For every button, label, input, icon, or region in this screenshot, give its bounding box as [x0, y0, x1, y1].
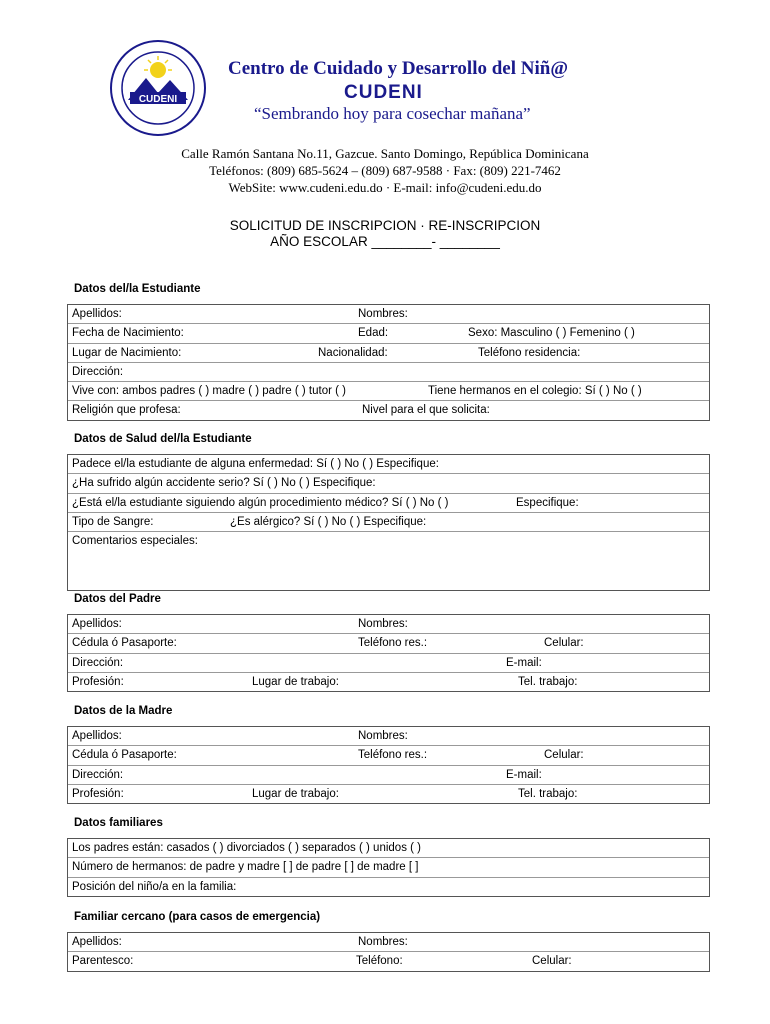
label-apellidos: Apellidos:: [72, 936, 122, 948]
label-tel-trabajo: Tel. trabajo:: [518, 787, 578, 800]
emergency-row-names[interactable]: [68, 933, 709, 952]
label-lugar-trabajo: Lugar de trabajo:: [252, 787, 339, 800]
family-row-siblings[interactable]: [68, 858, 709, 877]
label-nombres: Nombres:: [358, 936, 408, 948]
student-section: [67, 304, 710, 421]
mother-row-names[interactable]: [68, 727, 709, 746]
health-section-title: Datos de Salud del/la Estudiante: [74, 433, 252, 445]
label-apellidos: Apellidos:: [72, 618, 122, 630]
label-fecha-nacimiento: Fecha de Nacimiento:: [72, 327, 184, 340]
org-acronym: CUDENI: [344, 82, 423, 103]
label-telefono-residencia: Teléfono residencia:: [478, 346, 581, 359]
org-name: Centro de Cuidado y Desarrollo del Niñ@: [228, 58, 568, 79]
label-telefono-res: Teléfono res.:: [358, 637, 428, 650]
label-procedimiento: ¿Está el/la estudiante siguiendo algún procedimiento médico? Sí ( ) No ( ): [72, 496, 449, 509]
label-comentarios: Comentarios especiales:: [72, 535, 198, 548]
father-section: [67, 614, 710, 692]
family-section-title: Datos familiares: [74, 817, 163, 829]
label-cedula: Cédula ó Pasaporte:: [72, 637, 177, 650]
form-title: SOLICITUD DE INSCRIPCION · RE-INSCRIPCION: [229, 218, 541, 233]
father-row-names[interactable]: [68, 615, 709, 634]
label-telefono: Teléfono:: [356, 955, 403, 968]
health-section: [67, 454, 710, 591]
web-email: WebSite: www.cudeni.edu.do · E-mail: info@cudeni.edu.do: [228, 180, 542, 195]
label-lugar-nacimiento: Lugar de Nacimiento:: [72, 346, 182, 359]
label-numero-hermanos: Número de hermanos: de padre y madre [ ] de padre [ ] de madre [ ]: [72, 861, 419, 874]
father-row-address[interactable]: [68, 654, 709, 673]
mother-section-title: Datos de la Madre: [74, 705, 173, 717]
label-profesion: Profesión:: [72, 675, 124, 688]
mother-section: [67, 726, 710, 804]
health-row-accident[interactable]: [68, 474, 709, 493]
label-lugar-trabajo: Lugar de trabajo:: [252, 675, 339, 688]
label-nombres: Nombres:: [358, 308, 408, 320]
cudeni-logo: [108, 38, 208, 138]
father-row-id[interactable]: [68, 634, 709, 653]
school-year: AÑO ESCOLAR ________- ________: [270, 234, 500, 249]
family-row-position[interactable]: [68, 878, 709, 896]
emergency-row-contact[interactable]: [68, 952, 709, 970]
student-row-place[interactable]: [68, 344, 709, 363]
label-tel-trabajo: Tel. trabajo:: [518, 675, 578, 688]
health-row-illness[interactable]: [68, 455, 709, 474]
mother-row-id[interactable]: [68, 746, 709, 765]
health-row-procedure[interactable]: [68, 494, 709, 513]
phones: Teléfonos: (809) 685-5624 – (809) 687-9588 · Fax: (809) 221-7462: [209, 163, 561, 178]
label-celular: Celular:: [544, 749, 584, 762]
student-row-religion[interactable]: [68, 401, 709, 419]
label-apellidos: Apellidos:: [72, 308, 122, 320]
label-apellidos: Apellidos:: [72, 730, 122, 742]
family-section: [67, 838, 710, 897]
emergency-section-title: Familiar cercano (para casos de emergencia): [74, 911, 321, 923]
label-vive-con: Vive con: ambos padres ( ) madre ( ) padre ( ) tutor ( ): [72, 385, 346, 398]
label-cedula: Cédula ó Pasaporte:: [72, 749, 177, 762]
label-enfermedad: Padece el/la estudiante de alguna enfermedad: Sí ( ) No ( ) Especifique:: [72, 458, 439, 470]
mother-row-address[interactable]: [68, 766, 709, 785]
label-parentesco: Parentesco:: [72, 955, 134, 968]
label-nombres: Nombres:: [358, 618, 408, 630]
emergency-section: [67, 932, 710, 972]
student-row-address[interactable]: [68, 363, 709, 382]
label-procedimiento-especifique: Especifique:: [516, 496, 579, 509]
label-email: E-mail:: [506, 656, 542, 669]
org-slogan: “Sembrando hoy para cosechar mañana”: [254, 104, 531, 123]
label-direccion: Dirección:: [72, 656, 124, 669]
label-posicion: Posición del niño/a en la familia:: [72, 880, 237, 893]
student-section-title: Datos del/la Estudiante: [74, 283, 201, 295]
label-estado-padres: Los padres están: casados ( ) divorciados ( ) separados ( ) unidos ( ): [72, 842, 421, 854]
label-hermanos-colegio: Tiene hermanos en el colegio: Sí ( ) No ( ): [428, 385, 642, 398]
label-accidente: ¿Ha sufrido algún accidente serio? Sí ( ) No ( ) Especifique:: [72, 477, 376, 490]
health-row-comments[interactable]: [68, 532, 709, 590]
label-direccion: Dirección:: [72, 768, 124, 781]
father-section-title: Datos del Padre: [74, 593, 161, 605]
health-row-blood[interactable]: [68, 513, 709, 532]
label-direccion: Dirección:: [72, 365, 124, 378]
label-celular: Celular:: [532, 955, 572, 968]
label-telefono-res: Teléfono res.:: [358, 749, 428, 762]
label-sexo: Sexo: Masculino ( ) Femenino ( ): [468, 327, 635, 340]
label-religion: Religión que profesa:: [72, 404, 181, 417]
father-row-work[interactable]: [68, 673, 709, 691]
label-celular: Celular:: [544, 637, 584, 650]
label-alergico: ¿Es alérgico? Sí ( ) No ( ) Especifique:: [230, 515, 427, 528]
label-edad: Edad:: [358, 327, 389, 340]
label-profesion: Profesión:: [72, 787, 124, 800]
student-row-lives-with[interactable]: [68, 382, 709, 401]
label-tipo-sangre: Tipo de Sangre:: [72, 515, 154, 528]
address: Calle Ramón Santana No.11, Gazcue. Santo Domingo, República Dominicana: [181, 146, 589, 161]
label-nombres: Nombres:: [358, 730, 408, 742]
label-email: E-mail:: [506, 768, 542, 781]
mother-row-work[interactable]: [68, 785, 709, 803]
family-row-status[interactable]: [68, 839, 709, 858]
svg-text:CUDENI: CUDENI: [138, 94, 178, 105]
student-row-names[interactable]: [68, 305, 709, 324]
label-nacionalidad: Nacionalidad:: [318, 346, 388, 359]
label-nivel: Nivel para el que solicita:: [362, 404, 490, 417]
student-row-birth[interactable]: [68, 324, 709, 343]
